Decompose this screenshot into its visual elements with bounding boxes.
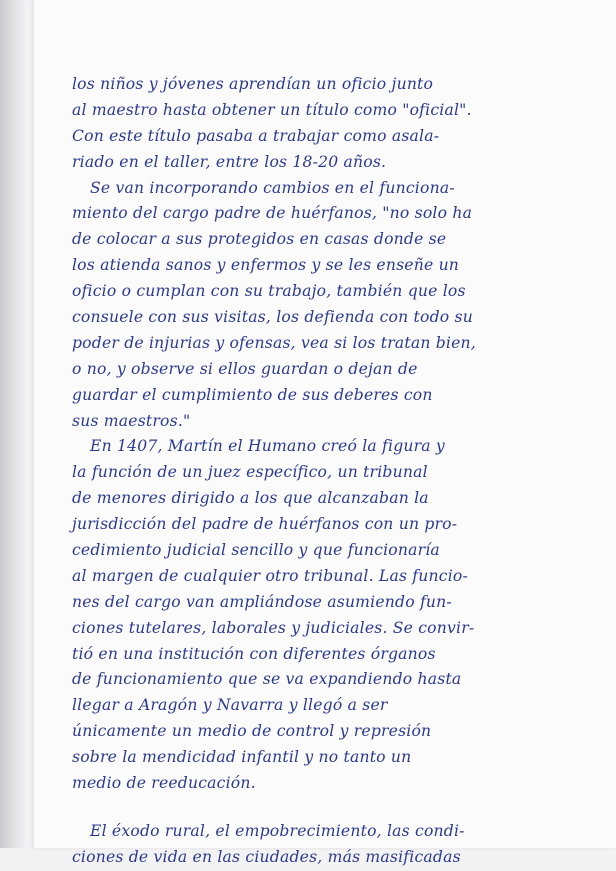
text-line: Con este título pasaba a trabajar como asala-	[72, 126, 440, 145]
text-line: En 1407, Martín el Humano creó la figura y	[90, 437, 445, 456]
text-line: sobre la mendicidad infantil y no tanto un	[72, 748, 412, 767]
text-line: ciones de vida en las ciudades, más masificadas	[72, 847, 461, 866]
binding-shadow	[0, 0, 26, 848]
text-line: medio de reeducación.	[72, 774, 256, 793]
text-line: ciones tutelares, laborales y judiciales. Se convir-	[72, 618, 475, 637]
text-line: guardar el cumplimiento de sus deberes con	[72, 385, 433, 404]
text-line: al margen de cualquier otro tribunal. Las funcio-	[72, 566, 468, 585]
text-line: Se van incorporando cambios en el funciona-	[90, 178, 455, 197]
text-line: nes del cargo van ampliándose asumiendo fun-	[72, 592, 452, 611]
text-line: de colocar a sus protegidos en casas donde se	[72, 230, 447, 249]
text-line: de funcionamiento que se va expandiendo hasta	[72, 670, 462, 689]
handwritten-text	[72, 72, 572, 871]
text-line: cedimiento judicial sencillo y que funcionaría	[72, 541, 440, 560]
blank-line	[72, 797, 572, 819]
text-line: de menores dirigido a los que alcanzaban la	[72, 489, 429, 508]
text-line: únicamente un medio de control y represión	[72, 722, 432, 741]
text-line: la función de un juez específico, un tribunal	[72, 463, 428, 482]
text-line: riado en el taller, entre los 18-20 años.	[72, 152, 387, 171]
text-line: o no, y observe si ellos guardan o dejan de	[72, 359, 418, 378]
text-line: El éxodo rural, el empobrecimiento, las condi-	[90, 821, 465, 840]
text-line: consuele con sus visitas, los defienda con todo su	[72, 308, 473, 327]
text-line: tió en una institución con diferentes órganos	[72, 644, 436, 663]
text-line: los atienda sanos y enfermos y se les enseñe un	[72, 256, 460, 275]
text-line: poder de injurias y ofensas, vea si los tratan bien,	[72, 333, 476, 352]
text-line: los niños y jóvenes aprendían un oficio junto	[72, 75, 434, 93]
text-line: sus maestros."	[72, 411, 191, 430]
text-line: jurisdicción del padre de huérfanos con un pro-	[72, 515, 458, 534]
text-line: oficio o cumplan con su trabajo, también que los	[72, 282, 466, 301]
text-line: al maestro hasta obtener un título como "oficial".	[72, 100, 472, 119]
text-line: miento del cargo padre de huérfanos, "no solo ha	[72, 204, 473, 223]
text-line: llegar a Aragón y Navarra y llegó a ser	[72, 696, 388, 715]
